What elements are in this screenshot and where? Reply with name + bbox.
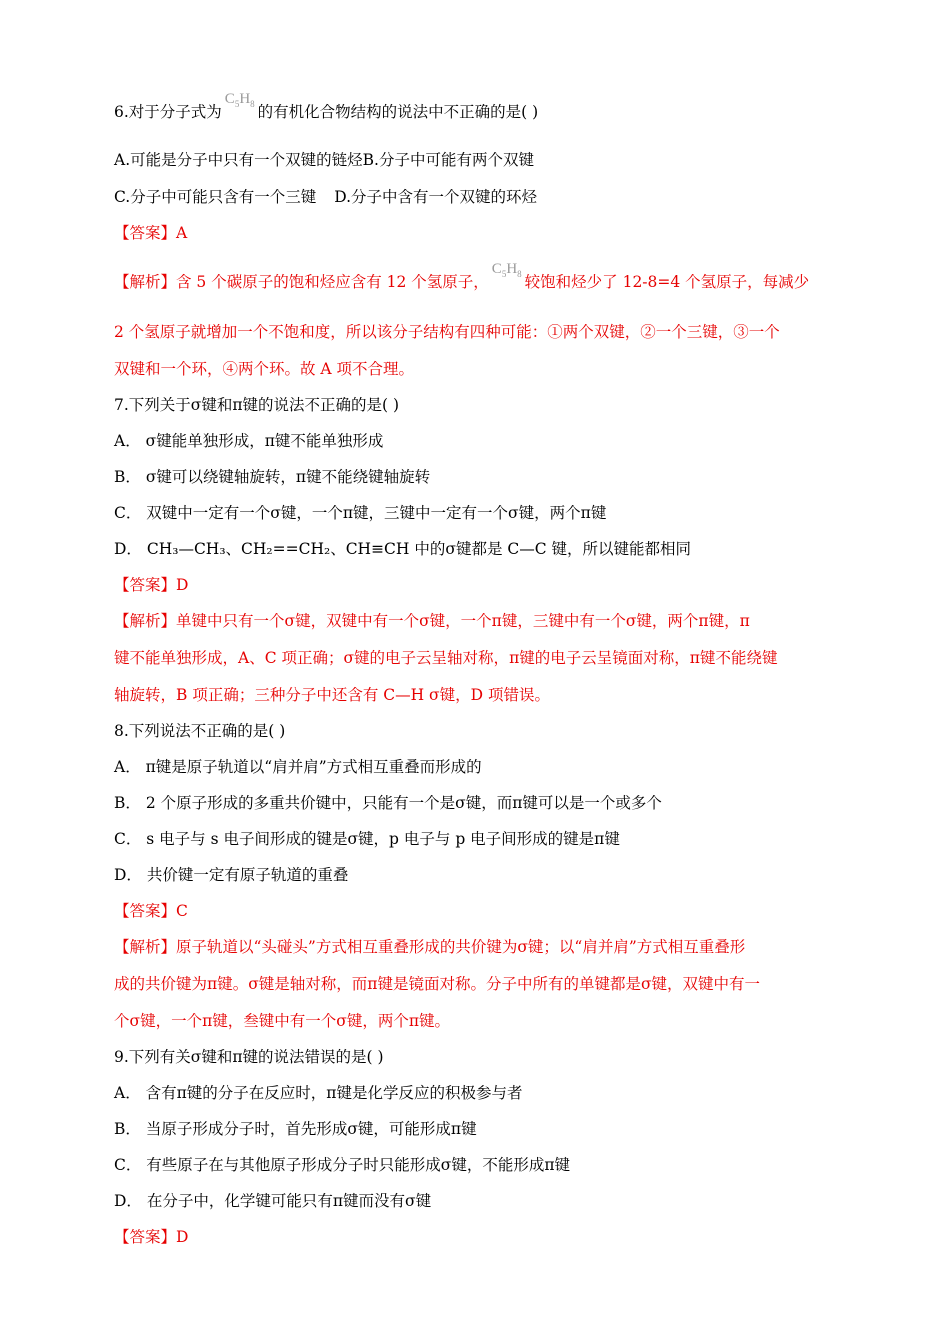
q6-analysis-line-2: 2 个氢原子就增加一个不饱和度，所以该分子结构有四种可能：①两个双键，②一个三键，③一个 (114, 323, 780, 341)
q8-option-d: D． 共价键一定有原子轨道的重叠 (114, 866, 349, 884)
q7-option-b: B． σ键可以绕键轴旋转，π键不能绕键轴旋转 (114, 468, 431, 486)
q6-analysis-line-1: 【解析】含 5 个碳原子的饱和烃应含有 12 个氢原子，$C_5H_8$ 较饱和烃少了 12-8=4 个氢原子，每减少 (114, 271, 809, 299)
q7-analysis-line-1: 【解析】单键中只有一个σ键，双键中有一个σ键，一个π键，三键中有一个σ键，两个π键，π (114, 612, 750, 630)
q8-option-a: A． π键是原子轨道以“肩并肩”方式相互重叠而形成的 (114, 758, 482, 776)
q7-analysis-line-3: 轴旋转，B 项正确；三种分子中还含有 C—H σ键，D 项错误。 (114, 686, 550, 704)
q9-option-d: D． 在分子中，化学键可能只有π键而没有σ键 (114, 1192, 432, 1210)
q6-stem-after: 的有机化合物结构的说法中不正确的是( ) (257, 103, 539, 121)
q9-option-c: C． 有些原子在与其他原子形成分子时只能形成σ键，不能形成π键 (114, 1156, 571, 1174)
q6-stem (114, 91, 539, 129)
q7-answer: 【答案】D (114, 576, 189, 594)
q7-option-c: C． 双键中一定有一个σ键，一个π键，三键中一定有一个σ键，两个π键 (114, 504, 607, 522)
q6-stem-before: 6.对于分子式为 (114, 103, 222, 121)
q7-option-a: A． σ键能单独形成，π键不能单独形成 (114, 432, 384, 450)
q7-option-d: D． CH₃—CH₃、CH₂==CH₂、CH≡CH 中的σ键都是 C—C 键，所以键能都相同 (114, 540, 692, 558)
q6-option-a: A.可能是分子中只有一个双键的链烃 (114, 151, 363, 169)
q6-option-d: D.分子中含有一个双键的环烃 (334, 188, 538, 206)
q8-option-c: C． s 电子与 s 电子间形成的键是σ键，p 电子与 p 电子间形成的键是π键 (114, 830, 620, 848)
q8-answer: 【答案】C (114, 902, 188, 920)
q6-options-cd (114, 186, 537, 208)
q6-option-c: C.分子中可能只含有一个三键 (114, 188, 317, 206)
q6-options-ab (114, 149, 534, 171)
q6-option-b: B.分子中可能有两个双键 (362, 151, 534, 169)
q6-formula: $C_5H_8$ (224, 91, 255, 109)
q8-analysis-line-1: 【解析】原子轨道以“头碰头”方式相互重叠形成的共价键为σ键；以“肩并肩”方式相互重叠形 (114, 938, 746, 956)
q9-answer: 【答案】D (114, 1228, 189, 1246)
q6-analysis-line-3: 双键和一个环，④两个环。故 A 项不合理。 (114, 360, 415, 378)
q8-stem: 8.下列说法不正确的是( ) (114, 722, 286, 740)
q8-analysis-line-2: 成的共价键为π键。σ键是轴对称，而π键是镜面对称。分子中所有的单键都是σ键，双键中有一 (114, 975, 761, 993)
q8-option-b: B． 2 个原子形成的多重共价键中，只能有一个是σ键，而π键可以是一个或多个 (114, 794, 662, 812)
q9-stem: 9.下列有关σ键和π键的说法错误的是( ) (114, 1048, 384, 1066)
q7-analysis-line-2: 键不能单独形成，A、C 项正确；σ键的电子云呈轴对称，π键的电子云呈镜面对称，π键不能绕键 (114, 649, 778, 667)
q7-stem: 7.下列关于σ键和π键的说法不正确的是( ) (114, 396, 400, 414)
q9-option-b: B． 当原子形成分子时，首先形成σ键，可能形成π键 (114, 1120, 477, 1138)
q9-option-a: A． 含有π键的分子在反应时，π键是化学反应的积极参与者 (114, 1084, 523, 1102)
q6-answer: 【答案】A (114, 224, 188, 242)
q8-analysis-line-3: 个σ键，一个π键，叁键中有一个σ键，两个π键。 (114, 1012, 451, 1030)
q6-analysis-formula: $C_5H_8$ (491, 261, 522, 279)
